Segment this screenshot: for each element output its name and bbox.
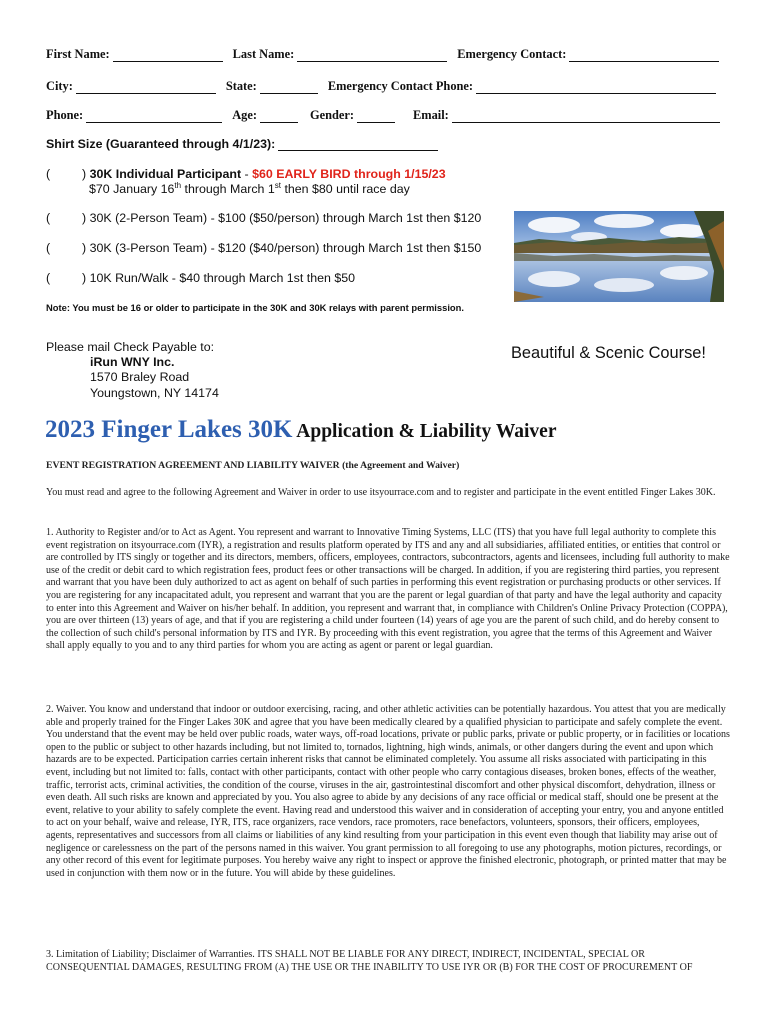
last-name-field[interactable]: [297, 50, 447, 62]
option-10k[interactable]: [46, 271, 355, 285]
checkbox-open: (: [46, 211, 51, 225]
phone-label: Phone:: [46, 108, 84, 122]
option-name: 30K Individual Participant: [89, 167, 242, 181]
emergency-phone-field[interactable]: [476, 82, 716, 94]
option-text: 30K (2-Person Team) - $100 ($50/person) through March 1st then $120: [89, 211, 482, 225]
city-field[interactable]: [76, 82, 216, 94]
option-30k-3-person[interactable]: [46, 241, 481, 255]
emergency-phone-label: Emergency Contact Phone:: [327, 79, 474, 93]
checkbox-close: ): [82, 271, 87, 285]
city-row: [46, 79, 716, 94]
emergency-contact-label: Emergency Contact:: [457, 47, 567, 61]
email-label: Email:: [413, 108, 449, 122]
mail-info: [46, 340, 219, 401]
pricing-part-1: $70 January 16: [89, 182, 175, 196]
photo-caption: Beautiful & Scenic Course!: [511, 344, 706, 362]
emergency-contact-field[interactable]: [569, 50, 719, 62]
pricing-part-2: through March 1: [181, 182, 275, 196]
email-field[interactable]: [452, 111, 720, 123]
last-name-label: Last Name:: [232, 47, 295, 61]
checkbox-open: (: [46, 167, 51, 181]
age-note: Note: You must be 16 or older to participate in the 30K and 30K relays with parent permission.: [46, 302, 464, 313]
contact-row: [46, 108, 720, 123]
waiver-section-2: 2. Waiver. You know and understand that indoor or outdoor exercising, racing, and other athletic activities can be potentially hazardous. You attest that you are medically able and properly trained for the Finger Lakes 30K and agree that you have been medically cleared by a qualified physician to participate and safely complete the event. You understand that the event may be held over public roads, water ways, off-road locations, private or public parks, private or public property, or in facilities or locations open to the public or subject to other hazards including, but not limited to, tornados, lightning, high winds, animals, or other dangers during the event and upon which hazards are to be expected. Participation carries certain inherent risks that cannot be eliminated completely. You assume all risks associated with participating in this event, including but not limited to: falls, contact with other participants, contact with other people who carry contagious diseases, broken bones, effects of the weather, traffic, terrorist acts, criminal activities, the condition of the course, viruses in the air, gastrointestinal discomfort and other physical discomfort, dehydration, illness or even death. All such risks are known and appreciated by you. You also agree to abide by any decisions of any race official or medical staff, should one be present at the event, relative to your ability to safely complete the event. Having read and understood this waiver and in consideration of accepting your entry, you and anyone entitled to act on your behalf, waive and release, IYR, ITS, race organizers, race vendors, race promoters, race benefactors, volunteers, sponsors, their officers, employees, agents, representatives and successors from all claims or liabilities of any kind resulting from your participation in this event even though that liability may arise out of negligence or carelessness on the part of the persons named in this waiver. You grant permission to all foregoing to use any photographs, motion pictures, recordings, or any other record of this event for legitimate purposes. You hereby waive any right to inspect or approve the finished electronic, photograph, or printed matter that may be used in conjunction with them now or in the future. You will abide by these guidelines.: [46, 704, 730, 879]
city-label: City:: [46, 79, 73, 93]
mail-street: 1570 Braley Road: [90, 370, 190, 385]
page-title: [45, 416, 556, 444]
mail-payee: iRun WNY Inc.: [90, 355, 175, 370]
option-text: 30K (3-Person Team) - $120 ($40/person) through March 1st then $150: [89, 241, 482, 255]
checkbox-open: (: [46, 271, 51, 285]
mail-city: Youngstown, NY 14174: [90, 385, 219, 400]
state-field[interactable]: [260, 82, 318, 94]
checkbox-close: ): [82, 241, 87, 255]
gender-label: Gender:: [309, 108, 355, 122]
early-bird-price: $60 EARLY BIRD through 1/15/23: [252, 167, 446, 181]
option-text: 10K Run/Walk - $40 through March 1st then $50: [89, 271, 355, 285]
option-30k-individual[interactable]: [46, 167, 446, 181]
lake-photo: [514, 211, 724, 302]
mail-intro: Please mail Check Payable to:: [46, 340, 215, 354]
option-30k-individual-pricing: [89, 182, 410, 196]
checkbox-open: (: [46, 241, 51, 255]
waiver-heading: EVENT REGISTRATION AGREEMENT AND LIABILITY WAIVER (the Agreement and Waiver): [46, 460, 460, 471]
waiver-section-3: 3. Limitation of Liability; Disclaimer of Warranties. ITS SHALL NOT BE LIABLE FOR ANY DIRECT, INDIRECT, INCIDENTAL, SPECIAL OR CONSEQUENTIAL DAMAGES, RESULTING FROM (A) THE USE OR THE INABILITY TO USE IYR OR (B) FOR THE COST OF PROCUREMENT OF: [46, 949, 693, 973]
pricing-sup-1: th: [174, 180, 182, 190]
state-label: State:: [225, 79, 257, 93]
pricing-part-3: then $80 until race day: [281, 182, 410, 196]
gender-field[interactable]: [357, 111, 395, 123]
checkbox-close: ): [82, 211, 87, 225]
age-field[interactable]: [260, 111, 298, 123]
name-row: [46, 47, 719, 62]
age-label: Age:: [232, 108, 257, 122]
title-event: 2023 Finger Lakes 30K: [45, 416, 293, 443]
shirt-size-label: Shirt Size (Guaranteed through 4/1/23):: [46, 137, 276, 151]
lake-landscape-image: [514, 211, 724, 302]
option-30k-2-person[interactable]: [46, 211, 481, 225]
first-name-label: First Name:: [46, 47, 110, 61]
first-name-field[interactable]: [113, 50, 223, 62]
option-separator: -: [241, 167, 253, 181]
waiver-intro: You must read and agree to the following Agreement and Waiver in order to use itsyourrace.com and to register and participate in the event entitled Finger Lakes 30K.: [46, 487, 716, 498]
waiver-section-1: 1. Authority to Register and/or to Act as Agent. You represent and warrant to Innovative Timing Systems, LLC (ITS) that you have full legal authority to complete this event registration on itsyourrace.com (IYR), a registration and results platform operated by ITS and any and all subsidiaries, affiliated entities, or entities that control or are controlled by ITS singly or together and its directors, members, officers, employees, contractors, subcontractors, agents and licensees, including full authority to make use of the credit or debit card to which registration fees, product fees or other transactions will be charged. In addition, if you are registering third parties, you represent and warrant that you have been duly authorized to act as agent on behalf of such parties in performing this event registration or purchasing products or other services. If you are registering for any incapacitated adult, you represent and warrant that you are the parent or legal guardian of that party and have the legal authority and capacity to enter into this Agreement and Waiver on his/her behalf. In addition, you represent and warrant that, in compliance with Children's Online Privacy Protection (COPPA), you are over thirteen (13) years of age, and that if you are registering a child under fourteen (14) years of age you are the parent of such child, and do hereby consent to the collection of such child's personal information by ITS and IYR. By proceeding with this event registration, you agree that the terms of this Agreement and Waiver shall apply equally to you and to any third parties for whom you are acting as agent or parent or legal guardian.: [46, 527, 730, 652]
shirt-size-field[interactable]: [278, 139, 438, 151]
checkbox-close: ): [82, 167, 87, 181]
title-rest: Application & Liability Waiver: [292, 421, 557, 442]
phone-field[interactable]: [86, 111, 222, 123]
pricing-sup-2: st: [274, 180, 281, 190]
shirt-size-row: [46, 137, 438, 151]
